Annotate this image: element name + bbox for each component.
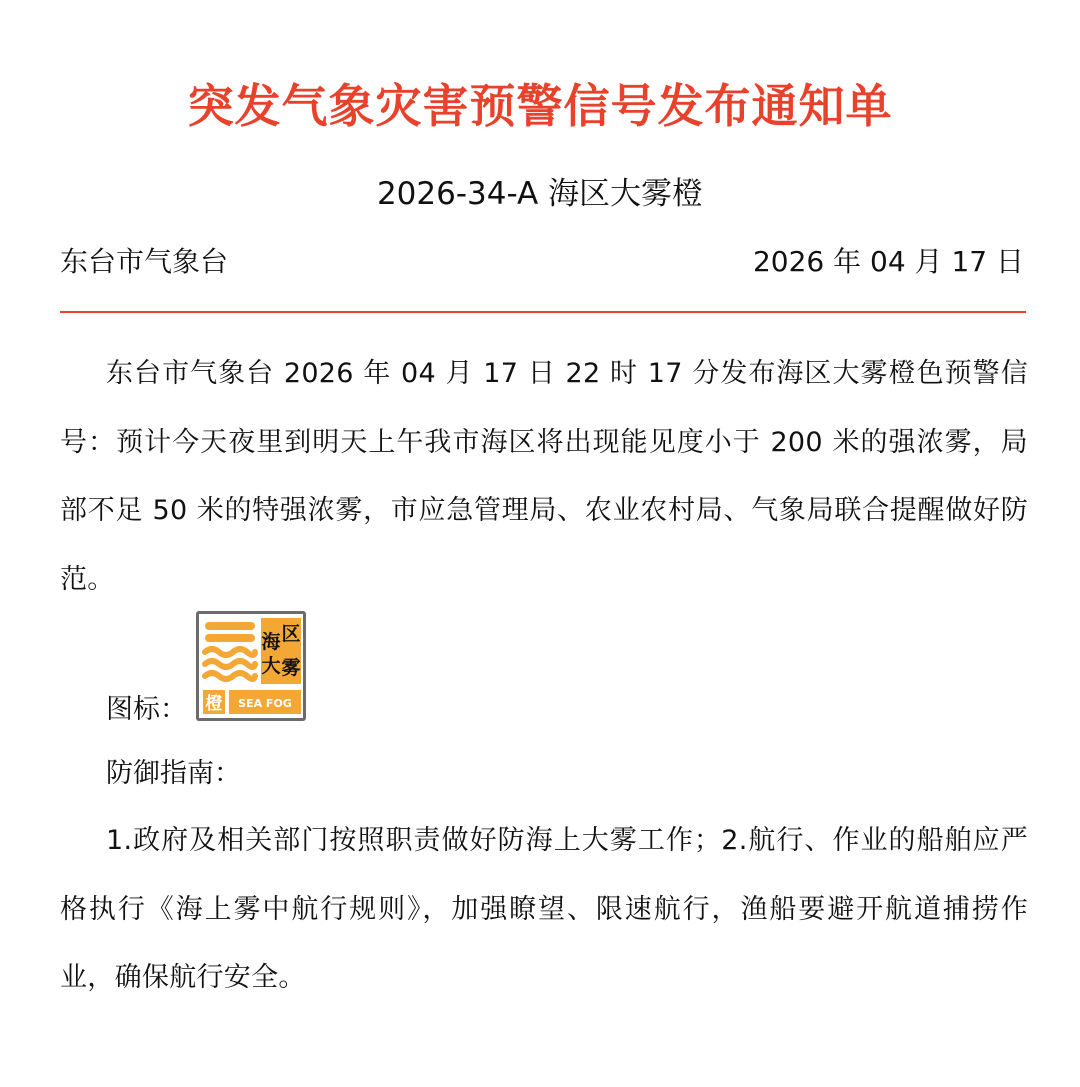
fog-bar-2 bbox=[205, 634, 255, 642]
icon-char-4: 雾 bbox=[281, 657, 301, 679]
red-divider bbox=[60, 311, 1026, 313]
icon-char-1: 海 bbox=[261, 631, 281, 653]
icon-english-text: SEA FOG bbox=[238, 697, 292, 710]
fog-bar-1 bbox=[205, 622, 255, 630]
issuer-name: 东台市气象台 bbox=[60, 245, 229, 278]
meta-row bbox=[60, 240, 1024, 284]
guide-text: 1.政府及相关部门按照职责做好防海上大雾工作；2.航行、作业的船舶应严格执行《海上雾中航行规则》，加强瞭望、限速航行，渔船要避开航道捕捞作业，确保航行安全。 bbox=[60, 825, 1028, 993]
notice-title: 突发气象灾害预警信号发布通知单 bbox=[187, 79, 893, 133]
notice-body: 东台市气象台 2026 年 04 月 17 日 22 时 17 分发布海区大雾橙色预警信号：预计今天夜里到明天上午我市海区将出现能见度小于 200 米的强浓雾，局部不足 50 米的特强浓雾，市应急管理局、农业农村局、气象局联合提醒做好防范。 bbox=[60, 358, 1028, 595]
icon-label: 图标： bbox=[106, 694, 187, 725]
issue-date: 2026 年 04 月 17 日 bbox=[752, 245, 1024, 278]
icon-level-char: 橙 bbox=[205, 694, 223, 714]
guide-heading: 防御指南： bbox=[106, 758, 241, 789]
sea-fog-orange-warning-icon bbox=[195, 610, 307, 722]
icon-char-3: 大 bbox=[261, 655, 281, 677]
icon-char-2: 区 bbox=[281, 623, 301, 645]
signal-code: 2026-34-A 海区大雾橙 bbox=[376, 176, 704, 212]
